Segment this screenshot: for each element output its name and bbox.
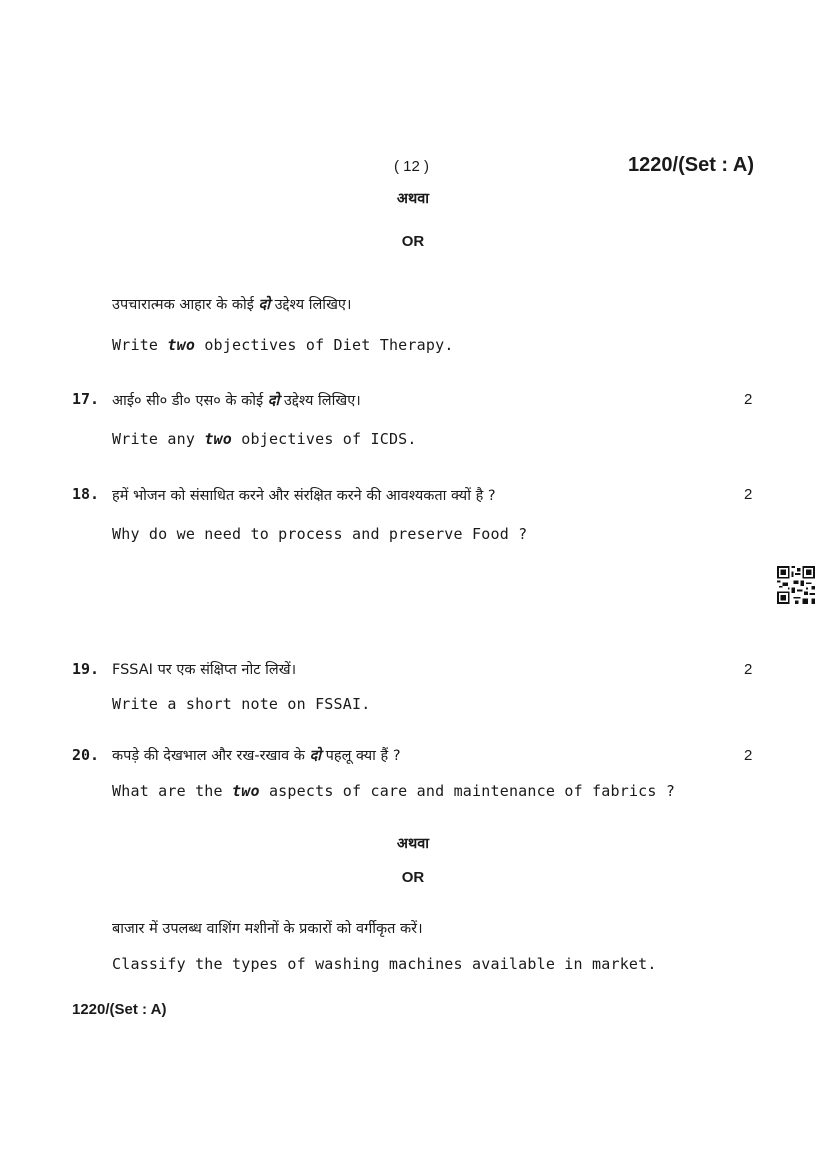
english-text-post: aspects of care and maintenance of fabrics ? (268, 782, 676, 800)
question-19-hindi: FSSAI पर एक संक्षिप्त नोट लिखें। (112, 662, 297, 678)
hindi-text-pre: आई० सी० डी० एस० के कोई (112, 393, 264, 409)
question-marks: 2 (744, 747, 753, 764)
english-emphasis: two (204, 430, 233, 448)
question-17-hindi (112, 390, 361, 410)
english-text-post: objectives of Diet Therapy. (204, 336, 454, 354)
question-marks: 2 (744, 486, 753, 503)
hindi-emphasis: दो (267, 393, 280, 409)
question-18-hindi: हमें भोजन को संसाधित करने और संरक्षित करने की आवश्यकता क्यों है ? (112, 488, 496, 504)
english-text-post: objectives of ICDS. (241, 430, 417, 448)
paper-code-footer: 1220/(Set : A) (72, 1001, 167, 1018)
question-20-hindi (112, 745, 401, 765)
alt-question-english (112, 336, 454, 354)
alt-question-hindi (112, 294, 351, 314)
question-marks: 2 (744, 661, 753, 678)
hindi-text-post: उद्देश्य लिखिए। (274, 297, 352, 313)
paper-code-header: 1220/(Set : A) (628, 154, 754, 176)
hindi-emphasis: दो (309, 748, 322, 764)
question-marks: 2 (744, 391, 753, 408)
hindi-text-pre: उपचारात्मक आहार के कोई (112, 297, 254, 313)
hindi-text-pre: कपड़े की देखभाल और रख-रखाव के (112, 748, 305, 764)
page-number: ( 12 ) (394, 158, 430, 175)
qr-code-icon (777, 566, 815, 604)
question-19-english: Write a short note on FSSAI. (112, 695, 371, 713)
question-number: 18. (72, 485, 100, 503)
or-divider-hindi: अथवा (396, 836, 430, 852)
or-divider-english: OR (401, 233, 425, 250)
english-text-pre: Write (112, 336, 159, 354)
english-text-pre: What are the (112, 782, 223, 800)
question-number: 19. (72, 660, 100, 678)
hindi-text-post: उद्देश्य लिखिए। (283, 393, 361, 409)
english-emphasis: two (232, 782, 260, 800)
question-number: 20. (72, 746, 100, 764)
question-17-english (112, 430, 417, 448)
english-text-pre: Write any (112, 430, 196, 448)
alt-question-2-hindi: बाजार में उपलब्ध वाशिंग मशीनों के प्रकारों को वर्गीकृत करें। (112, 921, 423, 937)
alt-question-2-english: Classify the types of washing machines available in market. (112, 955, 657, 973)
or-divider-english: OR (401, 869, 425, 886)
question-18-english: Why do we need to process and preserve Food ? (112, 525, 528, 543)
question-number: 17. (72, 390, 100, 408)
or-divider-hindi: अथवा (396, 191, 430, 207)
english-emphasis: two (167, 336, 196, 354)
hindi-emphasis: दो (258, 297, 270, 313)
hindi-text-post: पहलू क्या हैं ? (325, 748, 401, 764)
question-20-english (112, 782, 675, 800)
